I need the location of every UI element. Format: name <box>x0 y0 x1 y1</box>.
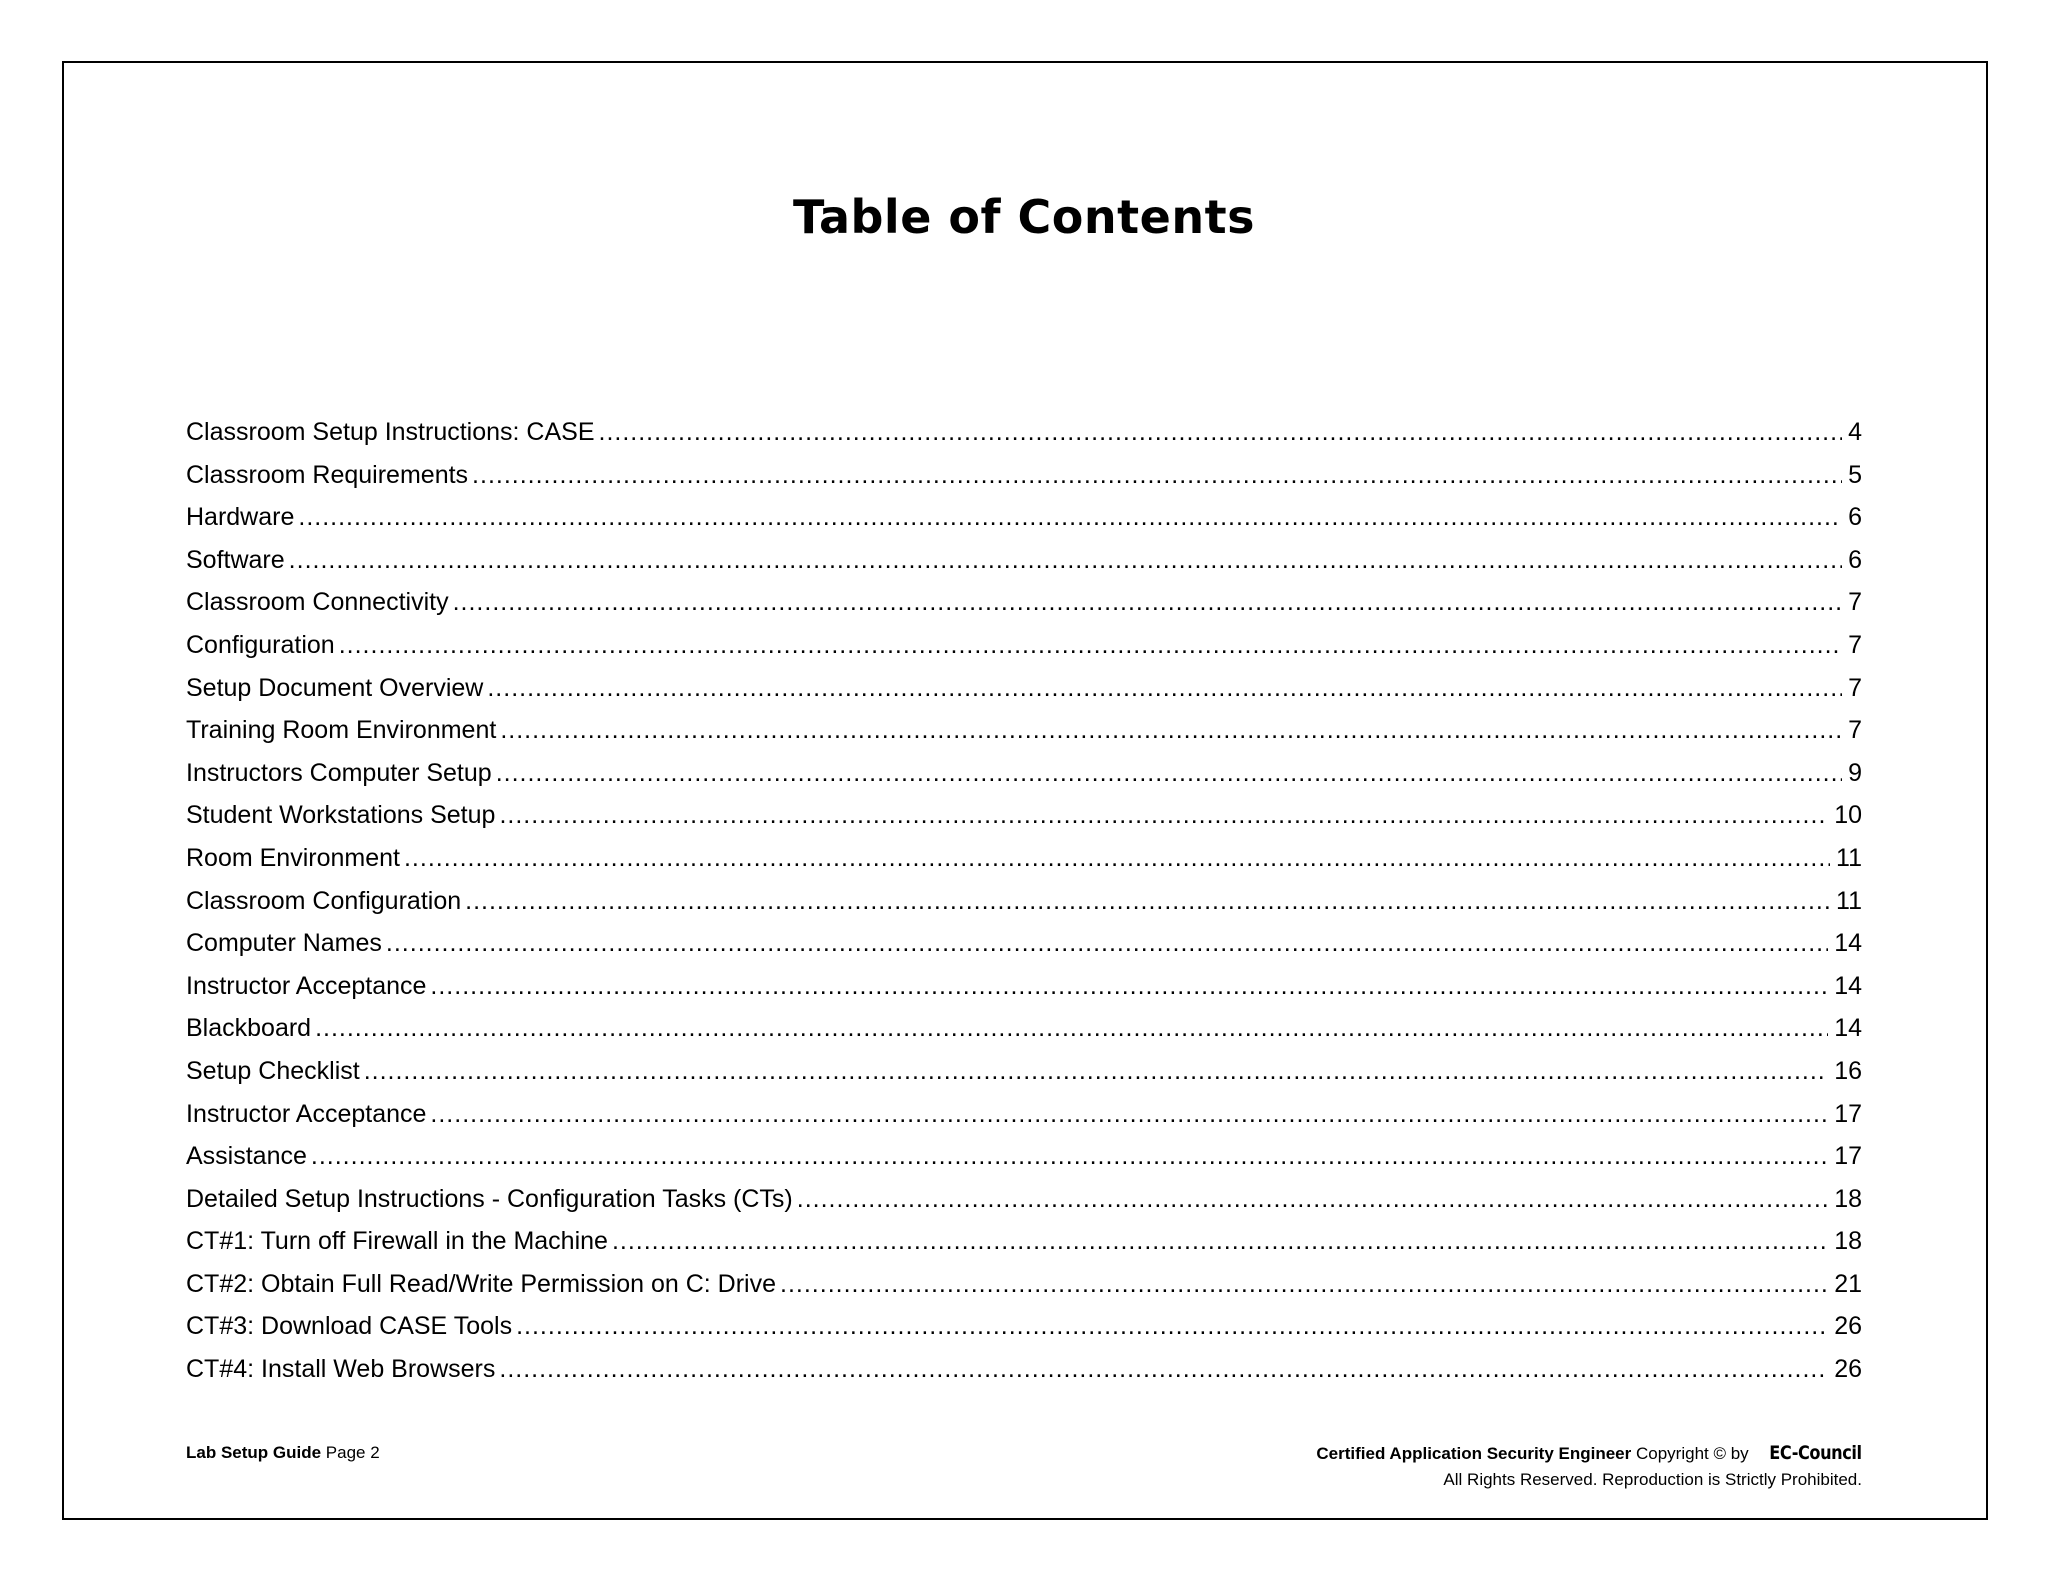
toc-entry-title: CT#4: Install Web Browsers <box>186 1355 496 1384</box>
toc-entry-page: 10 <box>1834 801 1862 830</box>
copyright-line <box>1316 1440 1862 1467</box>
course-name: Certified Application Security Engineer <box>1316 1444 1632 1463</box>
toc-dot-leader <box>516 1312 1828 1341</box>
toc-dot-leader <box>311 1142 1828 1171</box>
toc-entry[interactable] <box>186 972 1862 1015</box>
toc-entry-title: Setup Document Overview <box>186 673 484 702</box>
toc-entry[interactable] <box>186 503 1862 546</box>
toc-entry-page: 18 <box>1834 1227 1862 1256</box>
toc-entry-title: Classroom Requirements <box>186 460 469 489</box>
toc-entry-page: 7 <box>1848 630 1862 659</box>
toc-entry[interactable] <box>186 844 1862 887</box>
toc-dot-leader <box>298 503 1842 532</box>
toc-entry-title: CT#1: Turn off Firewall in the Machine <box>186 1227 608 1256</box>
toc-dot-leader <box>386 929 1828 958</box>
toc-entry-title: Blackboard <box>186 1014 312 1043</box>
toc-entry[interactable] <box>186 674 1862 717</box>
toc-entry[interactable] <box>186 1355 1862 1398</box>
toc-entry-page: 6 <box>1848 503 1862 532</box>
toc-dot-leader <box>364 1057 1828 1086</box>
toc-entry-page: 17 <box>1834 1142 1862 1171</box>
toc-entry-page: 9 <box>1848 758 1862 787</box>
toc-dot-leader <box>289 546 1842 575</box>
toc-entry[interactable] <box>186 418 1862 461</box>
toc-entry-title: Classroom Configuration <box>186 886 462 915</box>
page-number: Page 2 <box>325 1443 380 1462</box>
toc-dot-leader <box>404 844 1830 873</box>
toc-entry[interactable] <box>186 1227 1862 1270</box>
toc-dot-leader <box>430 972 1828 1001</box>
toc-dot-leader <box>797 1185 1828 1214</box>
toc-entry[interactable] <box>186 1185 1862 1228</box>
table-of-contents <box>186 418 1862 1398</box>
toc-entry-page: 11 <box>1836 886 1862 915</box>
toc-entry-page: 14 <box>1834 1014 1862 1043</box>
toc-entry-title: Hardware <box>186 503 295 532</box>
toc-dot-leader <box>499 801 1828 830</box>
toc-entry[interactable] <box>186 1312 1862 1355</box>
toc-entry-page: 26 <box>1834 1355 1862 1384</box>
toc-entry-title: Assistance <box>186 1142 307 1171</box>
toc-dot-leader <box>496 759 1842 788</box>
toc-dot-leader <box>499 1355 1828 1384</box>
toc-dot-leader <box>339 631 1842 660</box>
toc-entry[interactable] <box>186 461 1862 504</box>
toc-entry-page: 26 <box>1834 1312 1862 1341</box>
toc-dot-leader <box>612 1227 1828 1256</box>
toc-entry[interactable] <box>186 929 1862 972</box>
toc-entry-page: 4 <box>1848 418 1862 446</box>
toc-entry[interactable] <box>186 1057 1862 1100</box>
toc-entry[interactable] <box>186 1014 1862 1057</box>
toc-entry-title: Setup Checklist <box>186 1056 360 1085</box>
toc-entry[interactable] <box>186 759 1862 802</box>
toc-entry-title: Classroom Connectivity <box>186 588 449 617</box>
toc-entry-page: 16 <box>1834 1056 1862 1085</box>
toc-entry-page: 18 <box>1834 1184 1862 1213</box>
toc-entry-page: 7 <box>1848 673 1862 702</box>
rights-notice: All Rights Reserved. Reproduction is Strictly Prohibited. <box>1443 1470 1862 1489</box>
toc-dot-leader <box>453 588 1843 617</box>
page-title: Table of Contents <box>793 190 1255 244</box>
toc-entry-title: Software <box>186 545 285 574</box>
toc-entry-title: Classroom Setup Instructions: CASE <box>186 418 595 446</box>
toc-entry-page: 14 <box>1834 929 1862 958</box>
toc-entry-page: 11 <box>1836 843 1862 872</box>
toc-entry-page: 7 <box>1848 716 1862 745</box>
toc-entry-title: CT#3: Download CASE Tools <box>186 1312 513 1341</box>
toc-entry-title: Room Environment <box>186 843 400 872</box>
guide-name: Lab Setup Guide <box>186 1443 322 1462</box>
toc-entry[interactable] <box>186 546 1862 589</box>
footer-left <box>186 1443 380 1463</box>
toc-entry-title: CT#2: Obtain Full Read/Write Permission on C: Drive <box>186 1269 777 1298</box>
toc-dot-leader <box>780 1270 1828 1299</box>
toc-dot-leader <box>599 418 1843 447</box>
toc-dot-leader <box>472 461 1842 490</box>
toc-entry[interactable] <box>186 588 1862 631</box>
toc-entry[interactable] <box>186 1270 1862 1313</box>
toc-entry-page: 14 <box>1834 971 1862 1000</box>
toc-entry-title: Training Room Environment <box>186 716 497 745</box>
toc-dot-leader <box>500 716 1842 745</box>
toc-entry[interactable] <box>186 1100 1862 1143</box>
toc-entry-page: 17 <box>1834 1099 1862 1128</box>
toc-entry-title: Instructor Acceptance <box>186 971 427 1000</box>
toc-entry-page: 21 <box>1834 1269 1862 1298</box>
toc-dot-leader <box>465 887 1830 916</box>
toc-entry-title: Detailed Setup Instructions - Configuration Tasks (CTs) <box>186 1184 793 1213</box>
brand-logo: EC-Council <box>1769 1442 1862 1464</box>
toc-entry-page: 7 <box>1848 588 1862 617</box>
toc-entry-title: Computer Names <box>186 929 382 958</box>
toc-entry-title: Configuration <box>186 630 335 659</box>
copyright-text: Copyright © by <box>1635 1444 1749 1463</box>
toc-entry-page: 5 <box>1848 460 1862 489</box>
toc-entry[interactable] <box>186 1142 1862 1185</box>
toc-entry[interactable] <box>186 801 1862 844</box>
toc-dot-leader <box>487 674 1842 703</box>
toc-entry-title: Instructors Computer Setup <box>186 758 492 787</box>
toc-dot-leader <box>430 1100 1828 1129</box>
toc-dot-leader <box>315 1014 1828 1043</box>
toc-entry[interactable] <box>186 887 1862 930</box>
toc-entry-page: 6 <box>1848 545 1862 574</box>
toc-entry[interactable] <box>186 631 1862 674</box>
footer-right <box>1316 1440 1862 1493</box>
toc-entry-title: Student Workstations Setup <box>186 801 496 830</box>
toc-entry-title: Instructor Acceptance <box>186 1099 427 1128</box>
toc-entry[interactable] <box>186 716 1862 759</box>
